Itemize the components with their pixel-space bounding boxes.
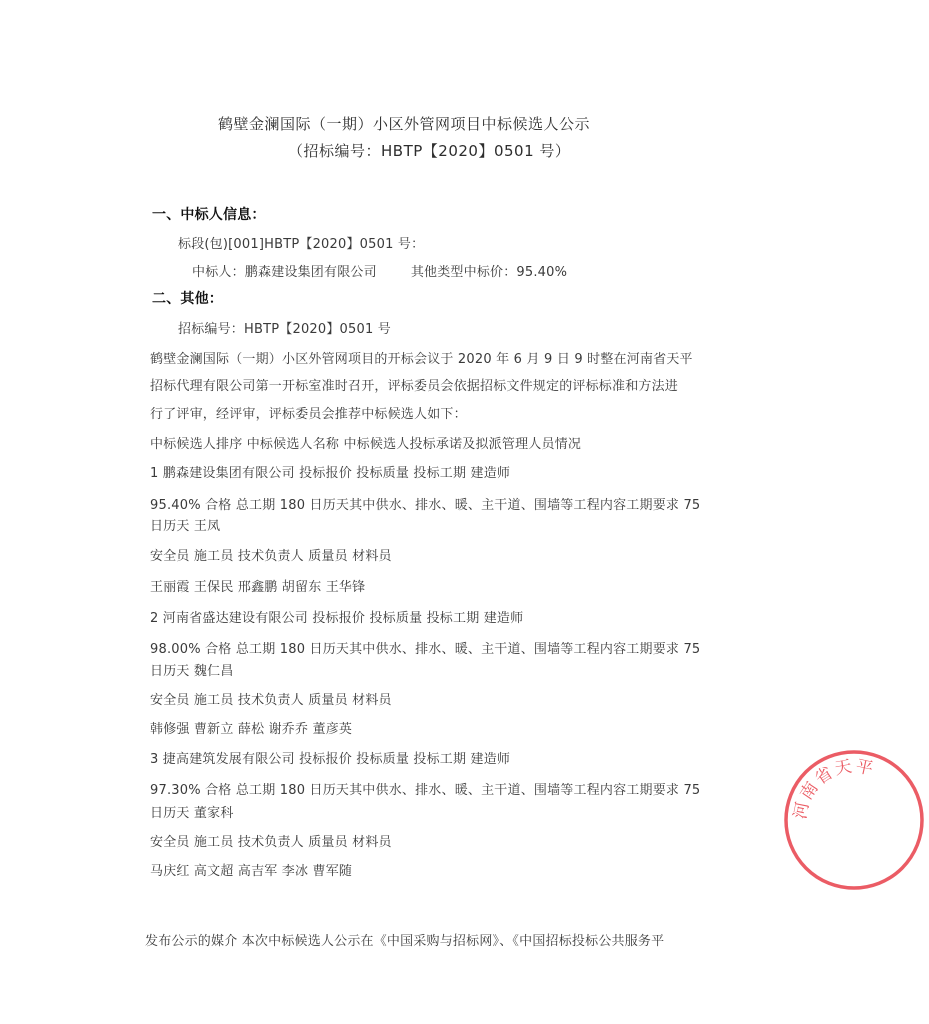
svg-text:河南省天平 <box>790 756 876 821</box>
paragraph-line-1: 鹤壁金澜国际（一期）小区外管网项目的开标会议于 2020 年 6 月 9 日 9 时整在河南省天平 <box>150 352 693 367</box>
candidate-2-line-5: 韩修强 曹新立 薛松 谢乔乔 董彦英 <box>150 722 353 737</box>
section-2-heading: 二、其他： <box>152 291 223 307</box>
candidate-2-line-4: 安全员 施工员 技术负责人 质量员 材料员 <box>150 693 392 708</box>
seal-text: 河南省天平 <box>790 756 877 821</box>
title-line-1: 鹤壁金澜国际（一期）小区外管网项目中标候选人公示 <box>218 115 591 133</box>
candidate-2-line-1: 2 河南省盛达建设有限公司 投标报价 投标质量 投标工期 建造师 <box>150 611 524 626</box>
candidate-2-line-3: 日历天 魏仁昌 <box>150 664 234 679</box>
candidate-3-line-3: 日历天 董家科 <box>150 806 234 821</box>
bid-section: 标段(包)[001]HBTP【2020】0501 号： <box>178 237 425 252</box>
title-line-2: （招标编号：HBTP【2020】0501 号） <box>288 142 571 160</box>
paragraph-line-3: 行了评审，经评审，评标委员会推荐中标候选人如下： <box>150 407 467 422</box>
paragraph-line-2: 招标代理有限公司第一开标室准时召开，评标委员会依据招标文件规定的评标标准和方法进 <box>150 379 679 394</box>
section-1-heading: 一、中标人信息： <box>152 207 266 223</box>
candidate-3-line-2: 97.30% 合格 总工期 180 日历天其中供水、排水、暖、主干道、围墙等工程内容工期要求 75 <box>150 783 701 798</box>
company-seal <box>779 745 929 895</box>
footer-line: 发布公示的媒介 本次中标候选人公示在《中国采购与招标网》、《中国招标投标公共服务平 <box>145 934 665 949</box>
table-header: 中标候选人排序 中标候选人名称 中标候选人投标承诺及拟派管理人员情况 <box>150 437 582 452</box>
candidate-1-line-2: 95.40% 合格 总工期 180 日历天其中供水、排水、暖、主干道、围墙等工程内容工期要求 75 <box>150 498 701 513</box>
candidate-3-line-5: 马庆红 高文超 高吉军 李冰 曹军随 <box>150 864 353 879</box>
candidate-1-line-1: 1 鹏森建设集团有限公司 投标报价 投标质量 投标工期 建造师 <box>150 466 511 481</box>
candidate-3-line-4: 安全员 施工员 技术负责人 质量员 材料员 <box>150 835 392 850</box>
candidate-1-line-5: 王丽霞 王保民 邢鑫鹏 胡留东 王华锋 <box>150 580 366 595</box>
winner-price: 其他类型中标价：95.40% <box>410 265 568 280</box>
candidate-1-line-3: 日历天 王凤 <box>150 519 221 534</box>
candidate-1-line-4: 安全员 施工员 技术负责人 质量员 材料员 <box>150 549 392 564</box>
winner-label: 中标人：鹏森建设集团有限公司 <box>192 265 377 280</box>
winner-row <box>192 265 567 281</box>
candidate-3-line-1: 3 捷高建筑发展有限公司 投标报价 投标质量 投标工期 建造师 <box>150 752 511 767</box>
candidate-2-line-2: 98.00% 合格 总工期 180 日历天其中供水、排水、暖、主干道、围墙等工程内容工期要求 75 <box>150 642 701 657</box>
bid-number: 招标编号：HBTP【2020】0501 号 <box>178 322 391 337</box>
